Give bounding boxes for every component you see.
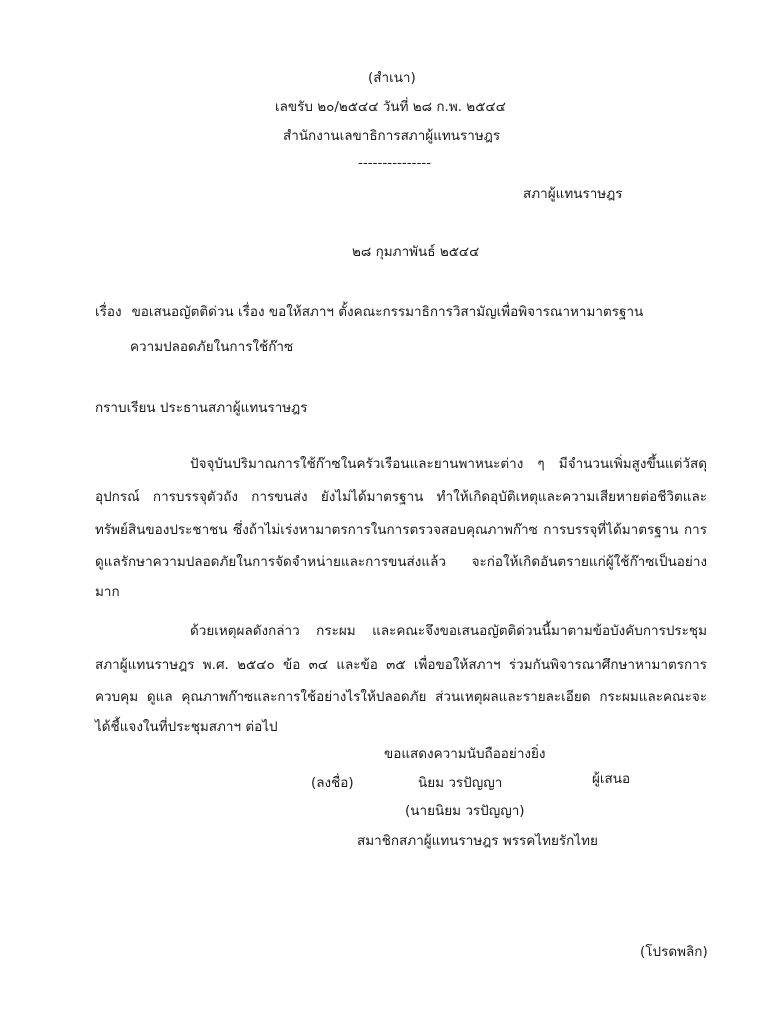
sign-label: (ลงชื่อ) (311, 775, 354, 791)
please-turn-over: (โปรดพลิก) (640, 944, 708, 960)
paragraph1-line-1 (190, 456, 707, 472)
addressee-organization: สภาผู้แทนราษฎร (523, 186, 623, 202)
paragraph1-text-1: ปัจจุบันปริมาณการใช้ก๊าซในครัวเรือนและยานพาหนะต่าง ๆ มีจำนวนเพิ่มสูงขึ้นแต่วัสดุ (190, 456, 707, 472)
paragraph1-text-3: ทรัพย์สินของประชาชน ซึ่งถ้าไม่เร่งหามาตรการในการตรวจสอบคุณภาพก๊าซ การบรรจุที่ได้มาตรฐาน การ (95, 522, 707, 538)
paragraph2-line-3 (95, 689, 707, 705)
paragraph2-line-4: ได้ชี้แจงในที่ประชุมสภาฯ ต่อไป (95, 719, 278, 735)
paragraph2-text-1: ด้วยเหตุผลดังกล่าว กระผม และคณะจึงขอเสนอญัตติด่วนนี้มาตามข้อบังคับการประชุม (190, 623, 707, 639)
proposer-role: ผู้เสนอ (592, 771, 631, 787)
copy-mark: (สำเนา) (368, 70, 416, 86)
header-divider: --------------- (358, 155, 432, 171)
paragraph1-text-2: อุปกรณ์ การบรรจุตัวถัง การขนส่ง ยังไม่ได้มาตรฐาน ทำให้เกิดอุบัติเหตุและความเสียหายต่อชีวิตและ (95, 489, 707, 505)
salutation: กราบเรียน ประธานสภาผู้แทนราษฎร (95, 400, 308, 416)
paragraph2-text-2: สภาผู้แทนราษฎร พ.ศ. ๒๕๔๐ ข้อ ๓๔ และข้อ ๓๕ เพื่อขอให้สภาฯ ร่วมกันพิจารณาศึกษาหามาตรการ (95, 657, 707, 673)
printed-name: (นายนิยม วรปัญญา) (405, 803, 525, 819)
subject-line-1 (95, 304, 643, 320)
document-date: ๒๘ กุมภาพันธ์ ๒๕๔๔ (352, 244, 480, 260)
paragraph1-line-4 (95, 554, 707, 570)
signed-name: นิยม วรปัญญา (418, 775, 503, 791)
paragraph1-text-4: ดูแลรักษาความปลอดภัยในการจัดจำหน่ายและการขนส่งแล้ว จะก่อให้เกิดอันตรายแก่ผู้ใช้ก๊าซเป็นอย่าง (95, 554, 707, 570)
subject-line-2: ความปลอดภัยในการใช้ก๊าซ (130, 339, 294, 355)
receipt-number: เลขรับ ๒๐/๒๕๔๔ วันที่ ๒๘ ก.พ. ๒๕๔๔ (275, 99, 506, 115)
subject-text: ขอเสนอญัตติด่วน เรื่อง ขอให้สภาฯ ตั้งคณะกรรมาธิการวิสามัญเพื่อพิจารณาหามาตรฐาน (131, 304, 644, 320)
paragraph1-line-2 (95, 489, 707, 505)
paragraph2-text-3: ควบคุม ดูแล คุณภาพก๊าซและการใช้อย่างไรให้ปลอดภัย ส่วนเหตุผลและรายละเอียด กระผมและคณะจะ (95, 689, 707, 705)
subject-label: เรื่อง (95, 304, 122, 320)
member-position: สมาชิกสภาผู้แทนราษฎร พรรคไทยรักไทย (357, 833, 598, 849)
paragraph1-line-5: มาก (95, 584, 120, 600)
paragraph2-line-1 (190, 623, 707, 639)
paragraph2-line-2 (95, 657, 707, 673)
closing: ขอแสดงความนับถืออย่างยิ่ง (384, 746, 546, 762)
paragraph1-line-3 (95, 522, 707, 538)
office-name: สำนักงานเลขาธิการสภาผู้แทนราษฎร (283, 128, 501, 144)
